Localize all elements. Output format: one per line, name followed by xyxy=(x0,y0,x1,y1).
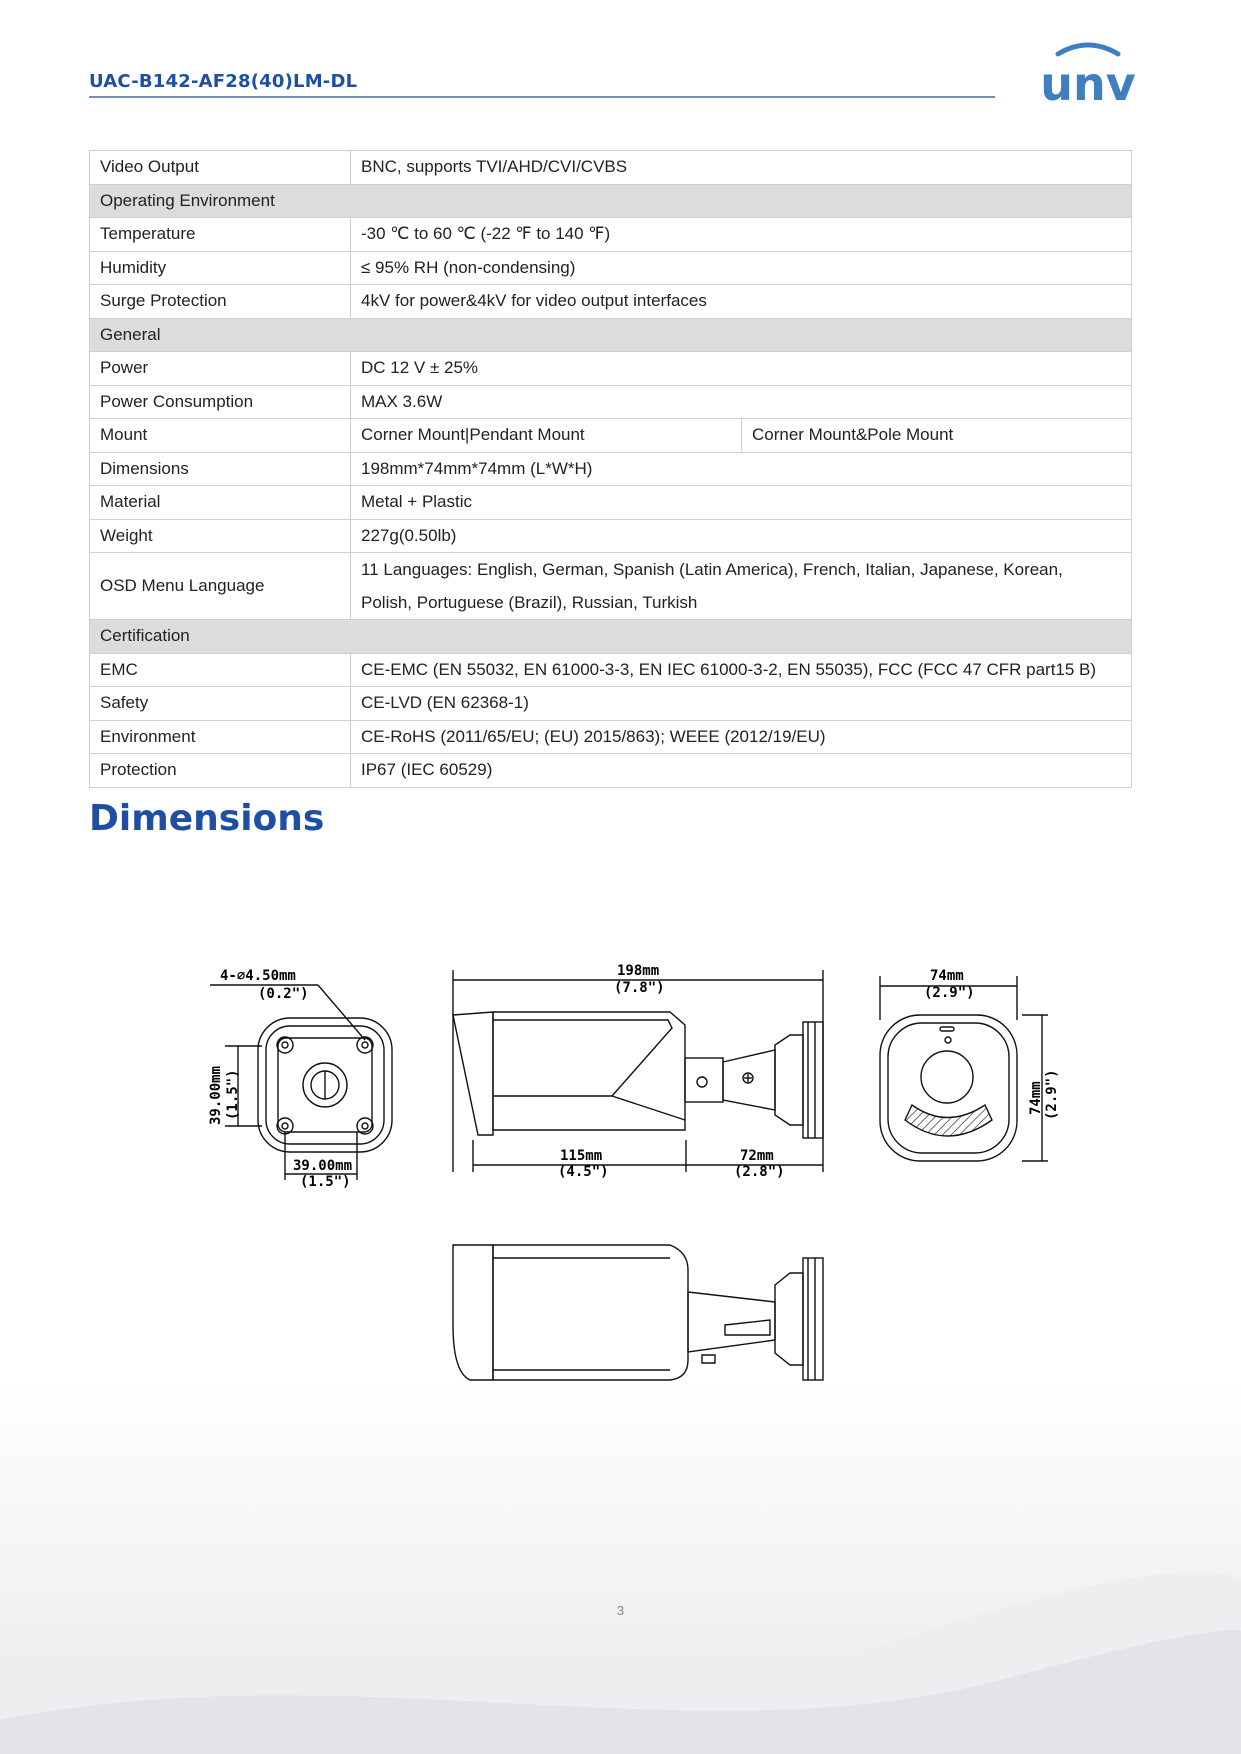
spec-label: Surge Protection xyxy=(90,285,351,319)
page-number: 3 xyxy=(616,1603,625,1618)
spec-value-secondary: Corner Mount&Pole Mount xyxy=(742,419,1132,453)
spec-row xyxy=(90,486,1132,520)
spec-value-line: 11 Languages: English, German, Spanish (Latin America), French, Italian, Japanese, Korean, xyxy=(361,560,1063,579)
spec-section-label: General xyxy=(90,318,1132,352)
spec-row xyxy=(90,653,1132,687)
spec-row xyxy=(90,687,1132,721)
spec-label: Protection xyxy=(90,754,351,788)
height-inch-label: (2.9") xyxy=(1044,1069,1060,1120)
spec-value: CE-EMC (EN 55032, EN 61000-3-3, EN IEC 61000-3-2, EN 55035), FCC (FCC 47 CFR part15 B) xyxy=(351,653,1132,687)
spec-row xyxy=(90,419,1132,453)
spec-label: Material xyxy=(90,486,351,520)
unv-logo xyxy=(1028,42,1148,106)
body-length-label: 115mm xyxy=(560,1148,603,1164)
spec-value: CE-RoHS (2011/65/EU; (EU) 2015/863); WEEE (2012/19/EU) xyxy=(351,720,1132,754)
spec-section-row xyxy=(90,318,1132,352)
spec-value: ≤ 95% RH (non-condensing) xyxy=(351,251,1132,285)
spec-row xyxy=(90,519,1132,553)
length-label: 198mm xyxy=(617,963,660,979)
spec-row xyxy=(90,553,1132,620)
spec-value: 227g(0.50lb) xyxy=(351,519,1132,553)
spec-section-row xyxy=(90,620,1132,654)
spec-row xyxy=(90,352,1132,386)
specification-table xyxy=(89,150,1132,788)
bracket-length-inch-label: (2.8") xyxy=(734,1164,785,1180)
rear-view-drawing xyxy=(880,976,1048,1161)
width-label: 74mm xyxy=(930,968,964,984)
bottom-view-drawing xyxy=(453,1245,823,1380)
hole-dim-label: 4-∅4.50mm xyxy=(220,968,296,984)
front-height-inch-label: (1.5") xyxy=(225,1069,241,1120)
spec-section-row xyxy=(90,184,1132,218)
spec-row xyxy=(90,385,1132,419)
spec-label: OSD Menu Language xyxy=(90,553,351,620)
side-view-drawing xyxy=(453,970,823,1172)
spec-label: Video Output xyxy=(90,151,351,185)
spec-label: Environment xyxy=(90,720,351,754)
spec-label: Mount xyxy=(90,419,351,453)
body-length-inch-label: (4.5") xyxy=(558,1164,609,1180)
spec-label: Power xyxy=(90,352,351,386)
dimensions-heading: Dimensions xyxy=(89,798,325,839)
spec-row xyxy=(90,218,1132,252)
spec-section-label: Certification xyxy=(90,620,1132,654)
front-height-label: 39.00mm xyxy=(208,1065,224,1125)
spec-value: BNC, supports TVI/AHD/CVI/CVBS xyxy=(351,151,1132,185)
spec-label: Weight xyxy=(90,519,351,553)
spec-value: Corner Mount|Pendant Mount xyxy=(351,419,742,453)
spec-row xyxy=(90,754,1132,788)
spec-value: DC 12 V ± 25% xyxy=(351,352,1132,386)
header-divider xyxy=(89,96,995,98)
spec-label: Dimensions xyxy=(90,452,351,486)
spec-label: Humidity xyxy=(90,251,351,285)
spec-row xyxy=(90,285,1132,319)
spec-value: 4kV for power&4kV for video output interfaces xyxy=(351,285,1132,319)
spec-value: MAX 3.6W xyxy=(351,385,1132,419)
spec-row xyxy=(90,720,1132,754)
spec-label: EMC xyxy=(90,653,351,687)
width-inch-label: (2.9") xyxy=(924,985,975,1001)
spec-value: -30 ℃ to 60 ℃ (-22 ℉ to 140 ℉) xyxy=(351,218,1132,252)
length-inch-label: (7.8") xyxy=(614,980,665,996)
spec-label: Safety xyxy=(90,687,351,721)
background-wave xyxy=(0,1380,1241,1754)
spec-value: 198mm*74mm*74mm (L*W*H) xyxy=(351,452,1132,486)
spec-value xyxy=(351,553,1132,620)
spec-value: CE-LVD (EN 62368-1) xyxy=(351,687,1132,721)
document-model-title: UAC-B142-AF28(40)LM-DL xyxy=(89,71,358,92)
front-width-label: 39.00mm xyxy=(293,1158,353,1174)
spec-label: Temperature xyxy=(90,218,351,252)
svg-text:unv: unv xyxy=(1040,57,1136,106)
height-label: 74mm xyxy=(1028,1081,1044,1115)
spec-row xyxy=(90,151,1132,185)
front-width-inch-label: (1.5") xyxy=(300,1174,351,1190)
bracket-length-label: 72mm xyxy=(740,1148,774,1164)
spec-label: Power Consumption xyxy=(90,385,351,419)
spec-value: IP67 (IEC 60529) xyxy=(351,754,1132,788)
spec-row xyxy=(90,452,1132,486)
hole-dim-inch-label: (0.2") xyxy=(258,986,309,1002)
dimension-drawing xyxy=(0,940,1241,1400)
spec-value: Metal + Plastic xyxy=(351,486,1132,520)
spec-row xyxy=(90,251,1132,285)
spec-value-line: Polish, Portuguese (Brazil), Russian, Turkish xyxy=(361,593,698,612)
spec-section-label: Operating Environment xyxy=(90,184,1132,218)
